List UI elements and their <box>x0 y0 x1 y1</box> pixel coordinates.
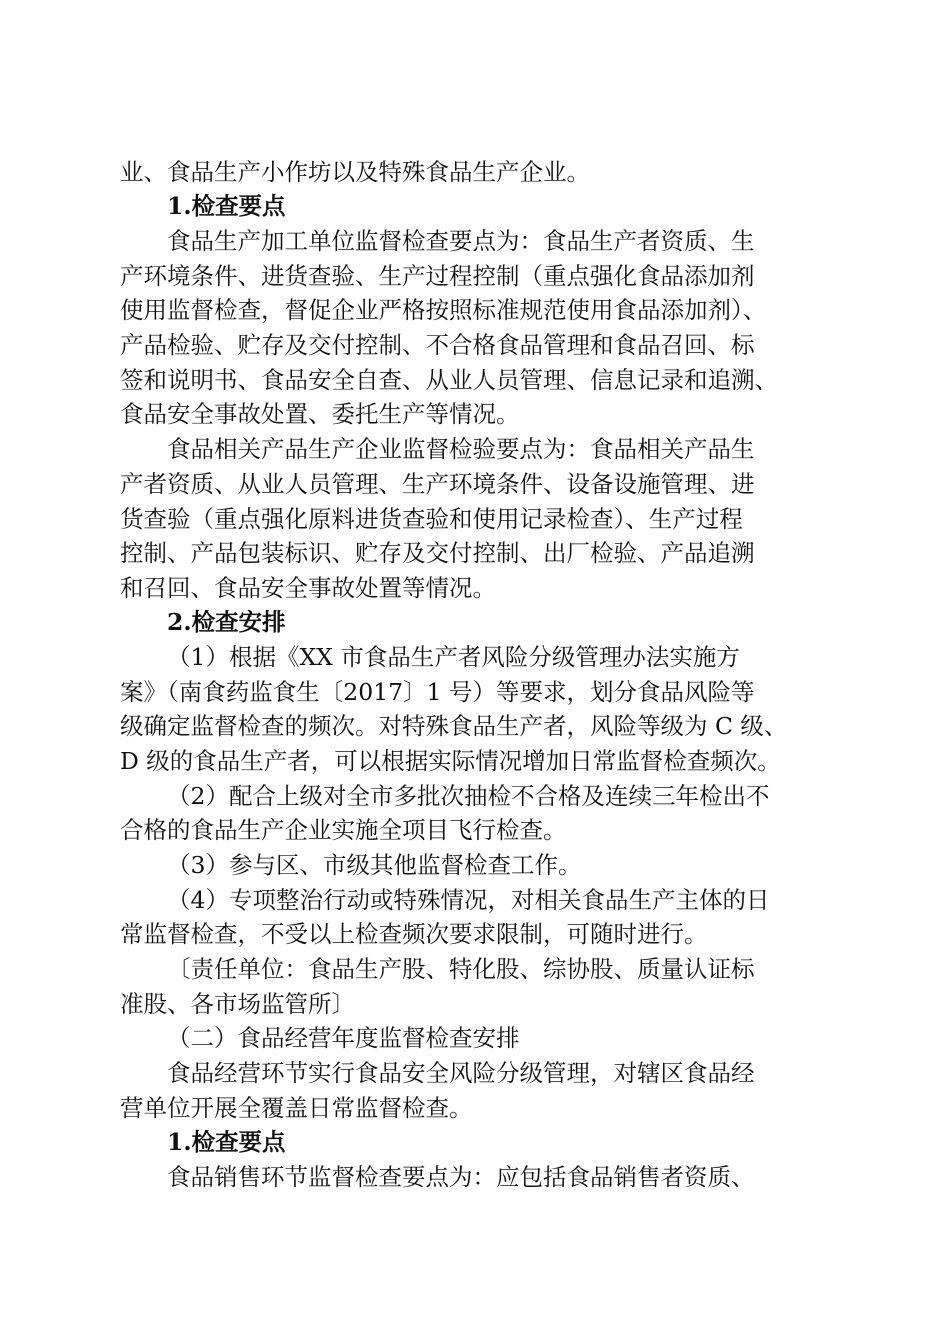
paragraph-text: 食品销售环节监督检查要点为：应包括食品销售者资质、 <box>167 1163 755 1191</box>
paragraph-text: 货查验（重点强化原料进货查验和使用记录检查）、生产过程 <box>120 505 743 533</box>
paragraph-text: 控制、产品包装标识、贮存及交付控制、出厂检验、产品追溯 <box>120 539 755 567</box>
paragraph-text: 签和说明书、食品安全自查、从业人员管理、信息记录和追溯、 <box>120 366 778 394</box>
paragraph-text: 产品检验、贮存及交付控制、不合格食品管理和食品召回、标 <box>120 331 755 359</box>
paragraph-text: 级确定监督检查的频次。对特殊食品生产者，风险等级为 C 级、 <box>120 712 788 740</box>
section-heading: （二）食品经营年度监督检查安排 <box>167 1024 520 1052</box>
paragraph-continuation: 业、食品生产小作坊以及特殊食品生产企业。 <box>120 158 590 186</box>
paragraph-text: 食品相关产品生产企业监督检验要点为：食品相关产品生 <box>167 435 755 463</box>
paragraph-text: 食品安全事故处置、委托生产等情况。 <box>120 400 520 428</box>
heading-inspection-points: 1.检查要点 <box>167 1128 286 1156</box>
paragraph-text: 案》（南食药监食生〔2017〕1 号）等要求，划分食品风险等 <box>120 678 755 706</box>
paragraph-text: （2）配合上级对全市多批次抽检不合格及连续三年检出不 <box>167 782 770 810</box>
paragraph-text: （1）根据《XX 市食品生产者风险分级管理办法实施方 <box>167 643 740 671</box>
paragraph-text: 食品生产加工单位监督检查要点为：食品生产者资质、生 <box>167 227 755 255</box>
paragraph-text: 产者资质、从业人员管理、生产环境条件、设备设施管理、进 <box>120 470 755 498</box>
heading-inspection-points: 1.检查要点 <box>167 192 286 220</box>
paragraph-text: （4）专项整治行动或特殊情况，对相关食品生产主体的日 <box>167 886 770 914</box>
paragraph-text: 常监督检查，不受以上检查频次要求限制，可随时进行。 <box>120 920 708 948</box>
paragraph-text: 和召回、食品安全事故处置等情况。 <box>120 574 496 602</box>
page-bottom-margin <box>0 1300 950 1344</box>
paragraph-text: D 级的食品生产者，可以根据实际情况增加日常监督检查频次。 <box>120 747 781 775</box>
responsible-units: 〔责任单位：食品生产股、特化股、综协股、质量认证标 <box>167 955 755 983</box>
paragraph-text: 营单位开展全覆盖日常监督检查。 <box>120 1094 473 1122</box>
paragraph-text: 产环境条件、进货查验、生产过程控制（重点强化食品添加剂 <box>120 262 755 290</box>
paragraph-text: 食品经营环节实行食品安全风险分级管理，对辖区食品经 <box>167 1059 755 1087</box>
responsible-units: 准股、各市场监管所〕 <box>120 990 355 1018</box>
paragraph-text: 使用监督检查，督促企业严格按照标准规范使用食品添加剂）、 <box>120 296 767 324</box>
paragraph-text: 合格的食品生产企业实施全项目飞行检查。 <box>120 816 567 844</box>
heading-inspection-arrangement: 2.检查安排 <box>167 608 286 636</box>
paragraph-text: （3）参与区、市级其他监督检查工作。 <box>167 851 582 879</box>
